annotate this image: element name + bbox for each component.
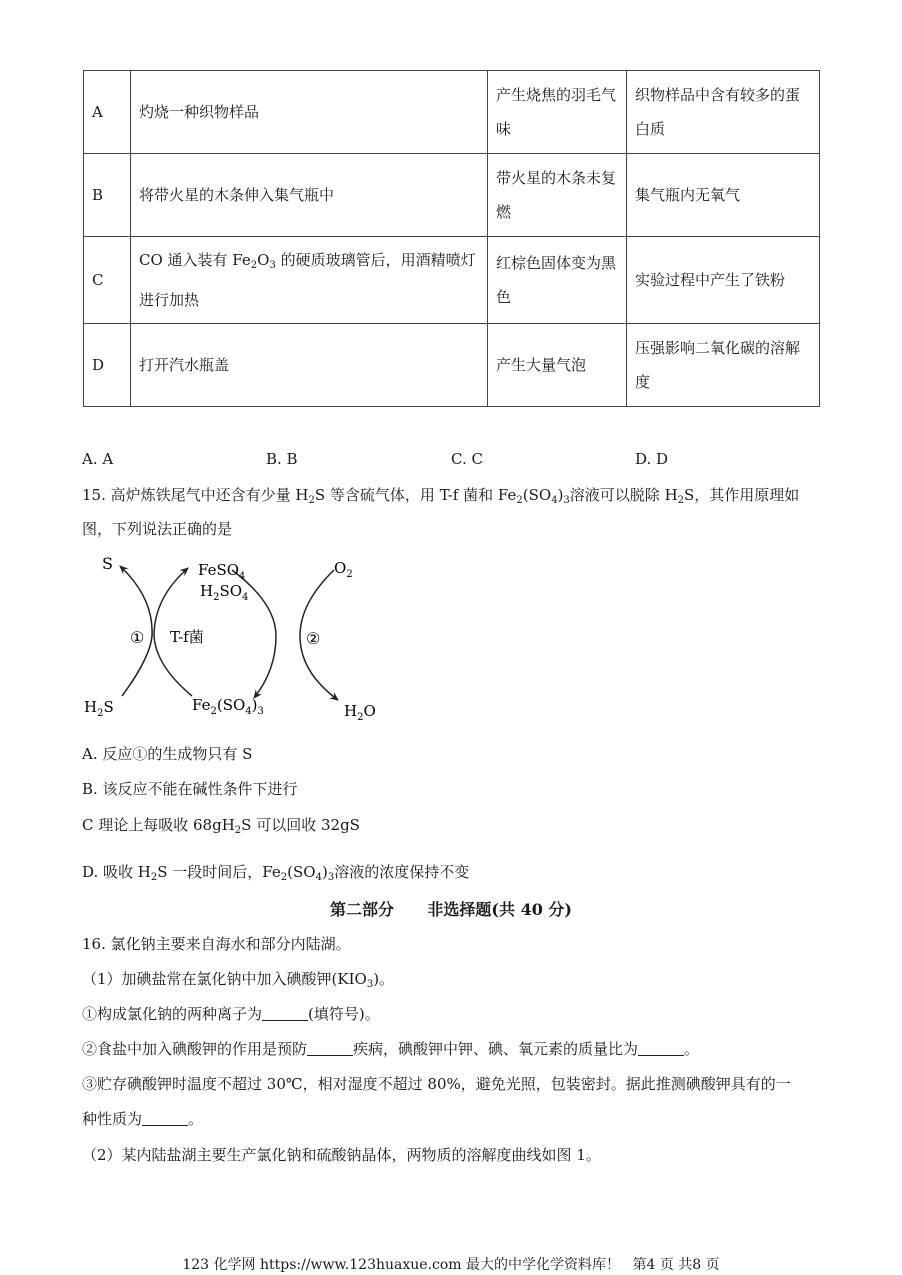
choice-c: C. C: [451, 450, 483, 468]
page-footer: [0, 1254, 902, 1274]
label-bacteria: T-f菌: [170, 628, 204, 646]
text: S 可以回收 32gS: [241, 816, 360, 834]
row-conclusion: 实验过程中产生了铁粉: [627, 237, 820, 324]
q16-intro: 16. 氯化钠主要来自海水和部分内陆湖。: [82, 935, 351, 953]
operation-text: O: [257, 251, 270, 269]
table-row: [84, 71, 820, 154]
row-option: B: [84, 154, 131, 237]
reaction-cycle-diagram: [80, 548, 400, 728]
text: （1）加碘盐常在氯化钠中加入碘酸钾(KIO: [82, 970, 367, 988]
subscript: 4: [315, 872, 322, 883]
row-conclusion: 集气瓶内无氧气: [627, 154, 820, 237]
answer-blank[interactable]: [262, 1006, 308, 1021]
text: ①构成氯化钠的两种离子为: [82, 1005, 263, 1023]
subscript: 2: [516, 495, 523, 506]
q15-option-c: [82, 814, 360, 836]
row-conclusion: 压强影响二氧化碳的溶解度: [627, 324, 820, 407]
subscript: 2: [234, 825, 242, 836]
choice-b: B. B: [266, 450, 298, 468]
label-h2so4: $H_2SO_4$: [200, 582, 249, 603]
experiment-table: [83, 70, 820, 407]
text: 种性质为: [82, 1110, 143, 1128]
answer-blank[interactable]: [307, 1041, 353, 1056]
choice-d: D. D: [635, 450, 669, 468]
q16-sub1: [82, 1003, 380, 1024]
row-phenomenon: 带火星的木条未复燃: [488, 154, 627, 237]
row-option: C: [84, 237, 131, 324]
label-fe2so43: $Fe_2(SO_4)_3$: [192, 696, 264, 717]
table-row: [84, 237, 820, 324]
operation-text: CO 通入装有 Fe: [139, 251, 251, 269]
subscript: 3: [269, 260, 276, 271]
q16-part2: （2）某内陆盐湖主要生产氯化钠和硫酸钠晶体，两物质的溶解度曲线如图 1。: [82, 1146, 601, 1164]
text: )。: [373, 970, 395, 988]
label-o2: $O_2$: [334, 559, 353, 580]
subscript: 2: [250, 260, 258, 271]
subscript: 2: [280, 872, 288, 883]
label-feso4: FeSO$_4$: [198, 561, 246, 582]
row-operation: 将带火星的木条伸入集气瓶中: [131, 154, 488, 237]
text: (SO: [287, 863, 316, 881]
text: S，其作用原理如: [684, 486, 800, 504]
q15-option-a: A. 反应①的生成物只有 S: [82, 745, 253, 763]
row-option: D: [84, 324, 131, 407]
q16-part1: [82, 968, 394, 990]
text: ): [321, 863, 328, 881]
label-reaction-1: ①: [130, 628, 145, 647]
row-operation: [131, 237, 488, 324]
table-row: [84, 324, 820, 407]
q15-stem-line2: 图，下列说法正确的是: [82, 520, 233, 538]
answer-blank[interactable]: [638, 1041, 684, 1056]
text: (填符号)。: [308, 1005, 380, 1023]
row-option: A: [84, 71, 131, 154]
row-operation: 灼烧一种织物样品: [131, 71, 488, 154]
subscript: 2: [677, 495, 685, 506]
text: D. 吸收 H: [82, 863, 151, 881]
row-phenomenon: 产生烧焦的羽毛气味: [488, 71, 627, 154]
subscript: 3: [366, 979, 374, 990]
section-title: 第二部分 非选择题(共 40 分): [330, 900, 572, 919]
footer-site: 123 化学网 https://www.123huaxue.com 最大的中学化学资料库！: [182, 1257, 621, 1273]
text: ): [557, 486, 564, 504]
text: ②食盐中加入碘酸钾的作用是预防: [82, 1040, 308, 1058]
subscript: 2: [308, 495, 315, 506]
label-reaction-2: ②: [306, 629, 321, 648]
text: (SO: [522, 486, 552, 504]
q15-option-d: [82, 861, 469, 883]
text: 。: [188, 1110, 204, 1128]
q15-stem-line1: [82, 484, 799, 506]
text: S 一段时间后，Fe: [157, 863, 281, 881]
answer-blank[interactable]: [142, 1111, 188, 1126]
q15-option-b: B. 该反应不能在碱性条件下进行: [82, 780, 298, 798]
text: 疾病，碘酸钾中钾、碘、氧元素的质量比为: [353, 1040, 639, 1058]
subscript: 3: [563, 495, 570, 506]
q16-sub3-line1: ③贮存碘酸钾时温度不超过 30℃，相对湿度不超过 80%，避免光照，包装密封。据此推测碘酸钾具有的一: [82, 1075, 791, 1093]
row-operation: 打开汽水瓶盖: [131, 324, 488, 407]
choice-a: A. A: [82, 450, 114, 468]
q16-sub2: [82, 1038, 699, 1059]
label-s: S: [102, 554, 113, 573]
label-h2s: $H_2S$: [84, 698, 114, 719]
subscript: 2: [150, 872, 158, 883]
text: 溶液的浓度保持不变: [334, 863, 470, 881]
text: 15. 高炉炼铁尾气中还含有少量 H: [82, 486, 309, 504]
footer-page-number: 第4 页 共8 页: [632, 1257, 720, 1273]
subscript: 3: [327, 872, 335, 883]
label-h2o: $H_2O$: [344, 702, 376, 723]
q16-sub3-line2: [82, 1108, 203, 1129]
subscript: 4: [551, 495, 558, 506]
operation-text: 的硬质玻璃管后，用酒精喷灯进行加热: [139, 251, 476, 309]
text: S 等含硫气体，用 T-f 菌和 Fe: [314, 486, 517, 504]
text: 溶液可以脱除 H: [569, 486, 678, 504]
row-phenomenon: 红棕色固体变为黑色: [488, 237, 627, 324]
row-phenomenon: 产生大量气泡: [488, 324, 627, 407]
table-row: [84, 154, 820, 237]
text: 。: [684, 1040, 700, 1058]
text: C 理论上每吸收 68gH: [82, 816, 235, 834]
row-conclusion: 织物样品中含有较多的蛋白质: [627, 71, 820, 154]
